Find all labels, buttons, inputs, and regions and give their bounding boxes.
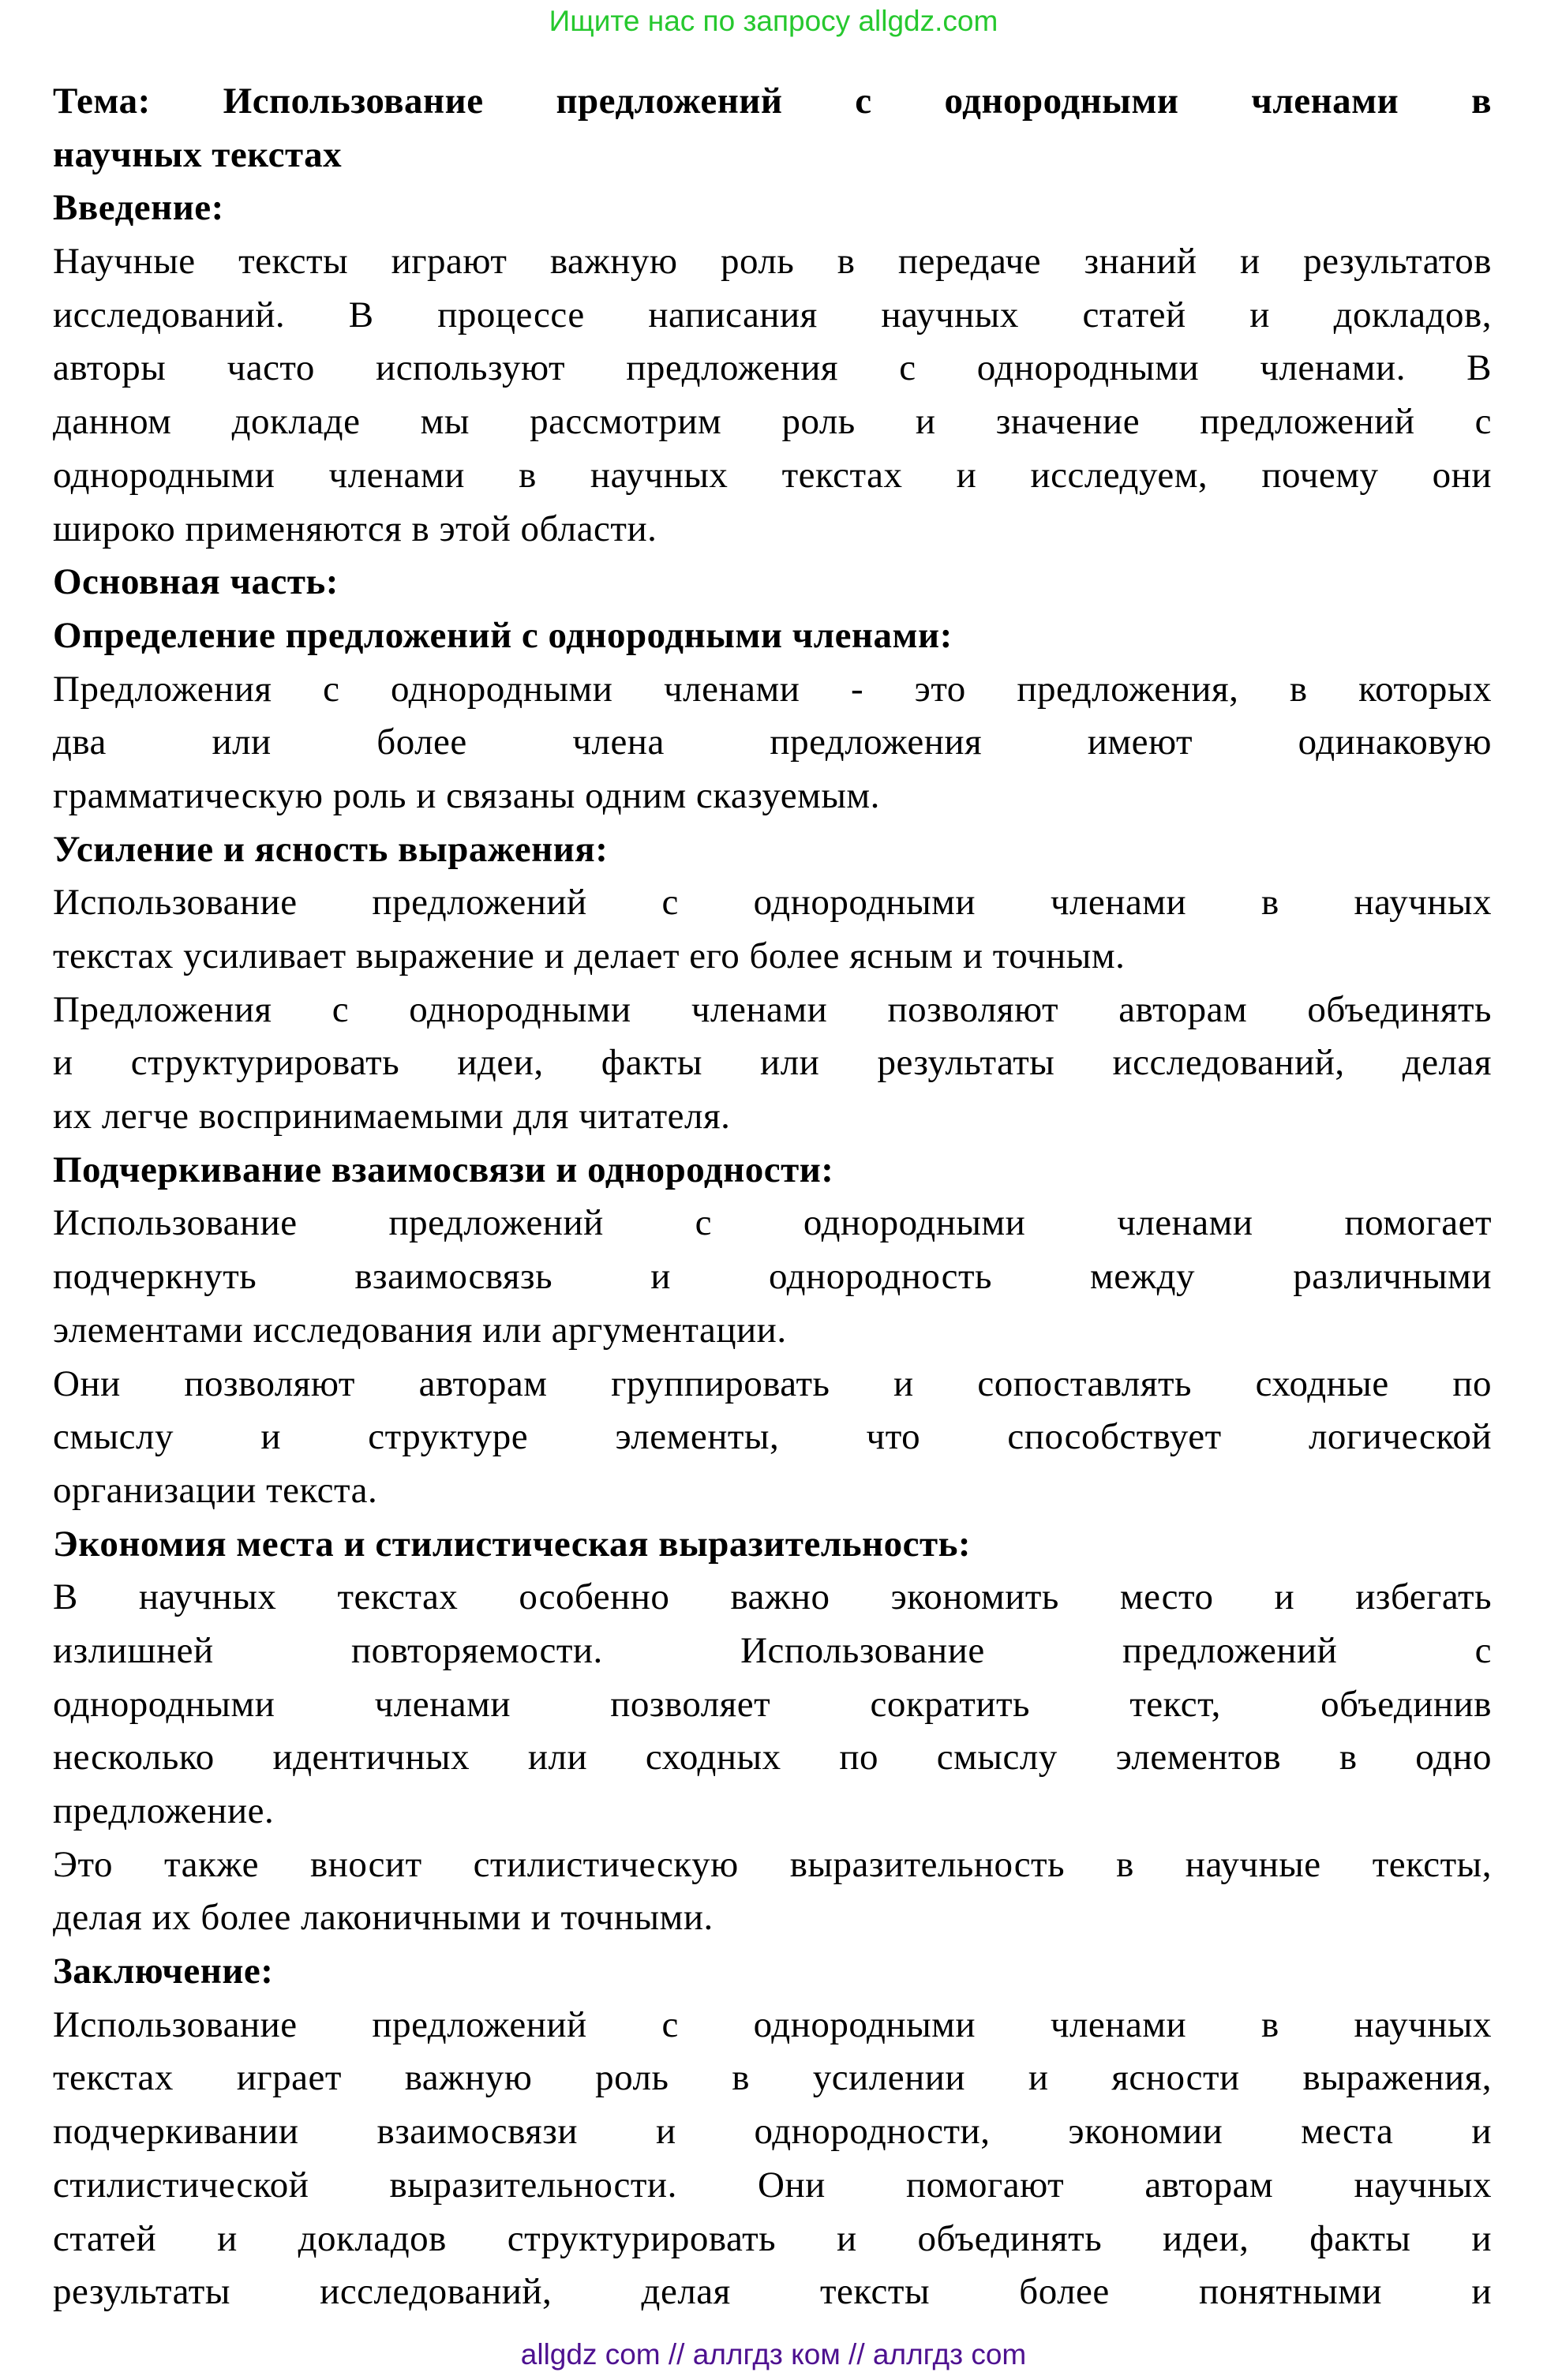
text-line: В научных текстах особенно важно экономить место и избегать: [53, 1576, 1492, 1618]
text-line: Использование предложений с однородными членами в научных: [53, 882, 1492, 924]
text-line: исследований. В процессе написания научных статей и докладов,: [53, 294, 1492, 335]
text-line: два или более члена предложения имеют одинаковую: [53, 721, 1492, 763]
footer-links: allgdz com // аллгдз ком // аллгдз com: [520, 2338, 1027, 2371]
text-line: и структурировать идеи, факты или результаты исследований, делая: [53, 1042, 1492, 1084]
text-line: организации текста.: [53, 1469, 378, 1511]
text-line: текстах усиливает выражение и делает его более ясным и точным.: [53, 935, 1126, 976]
text-line: результаты исследований, делая тексты более понятными и: [53, 2271, 1492, 2313]
text-line: Подчеркивание взаимосвязи и однородности:: [53, 1149, 834, 1190]
text-line: Экономия места и стилистическая выразительность:: [53, 1523, 972, 1565]
text-line: Это также вносит стилистическую выразительность в научные тексты,: [53, 1843, 1492, 1885]
text-line: Основная часть:: [53, 561, 339, 603]
text-line: смыслу и структуре элементы, что способствует логической: [53, 1416, 1492, 1458]
text-line: несколько идентичных или сходных по смыслу элементов в одно: [53, 1737, 1492, 1778]
text-line: Тема: Использование предложений с однородными членами в: [53, 81, 1492, 122]
text-line: их легче воспринимаемыми для читателя.: [53, 1096, 731, 1138]
text-line: статей и докладов структурировать и объединять идеи, факты и: [53, 2217, 1492, 2259]
text-line: Научные тексты играют важную роль в передаче знаний и результатов: [53, 241, 1492, 283]
text-line: элементами исследования или аргументации.: [53, 1309, 787, 1351]
text-line: однородными членами в научных текстах и исследуем, почему они: [53, 454, 1492, 496]
text-line: научных текстах: [53, 133, 343, 175]
text-line: Предложения с однородными членами - это предложения, в которых: [53, 668, 1492, 710]
text-line: грамматическую роль и связаны одним сказуемым.: [53, 774, 880, 816]
text-line: делая их более лаконичными и точными.: [53, 1897, 714, 1939]
text-line: широко применяются в этой области.: [53, 508, 657, 549]
text-line: Использование предложений с однородными членами в научных: [53, 2003, 1492, 2045]
text-line: данном докладе мы рассмотрим роль и значение предложений с: [53, 401, 1492, 443]
text-line: Они позволяют авторам группировать и сопоставлять сходные по: [53, 1362, 1492, 1404]
text-line: подчеркивании взаимосвязи и однородности, экономии места и: [53, 2111, 1492, 2153]
promo-header: Ищите нас по запросу allgdz.com: [549, 5, 998, 37]
text-line: авторы часто используют предложения с однородными членами. В: [53, 347, 1492, 389]
text-line: Усиление и ясность выражения:: [53, 828, 609, 870]
text-line: Заключение:: [53, 1951, 274, 1992]
text-line: Определение предложений с однородными членами:: [53, 614, 953, 656]
text-line: излишней повторяемости. Использование предложений с: [53, 1629, 1492, 1671]
text-line: подчеркнуть взаимосвязь и однородность между различными: [53, 1256, 1492, 1298]
text-line: однородными членами позволяет сократить текст, объединив: [53, 1683, 1492, 1725]
text-line: Предложения с однородными членами позволяют авторам объединять: [53, 988, 1492, 1030]
text-line: текстах играет важную роль в усилении и ясности выражения,: [53, 2057, 1492, 2099]
text-line: Использование предложений с однородными членами помогает: [53, 1202, 1492, 1244]
text-line: предложение.: [53, 1790, 275, 1831]
document-body: [53, 75, 1492, 2319]
text-line: стилистической выразительности. Они помогают авторам научных: [53, 2164, 1492, 2206]
text-line: Введение:: [53, 187, 224, 229]
